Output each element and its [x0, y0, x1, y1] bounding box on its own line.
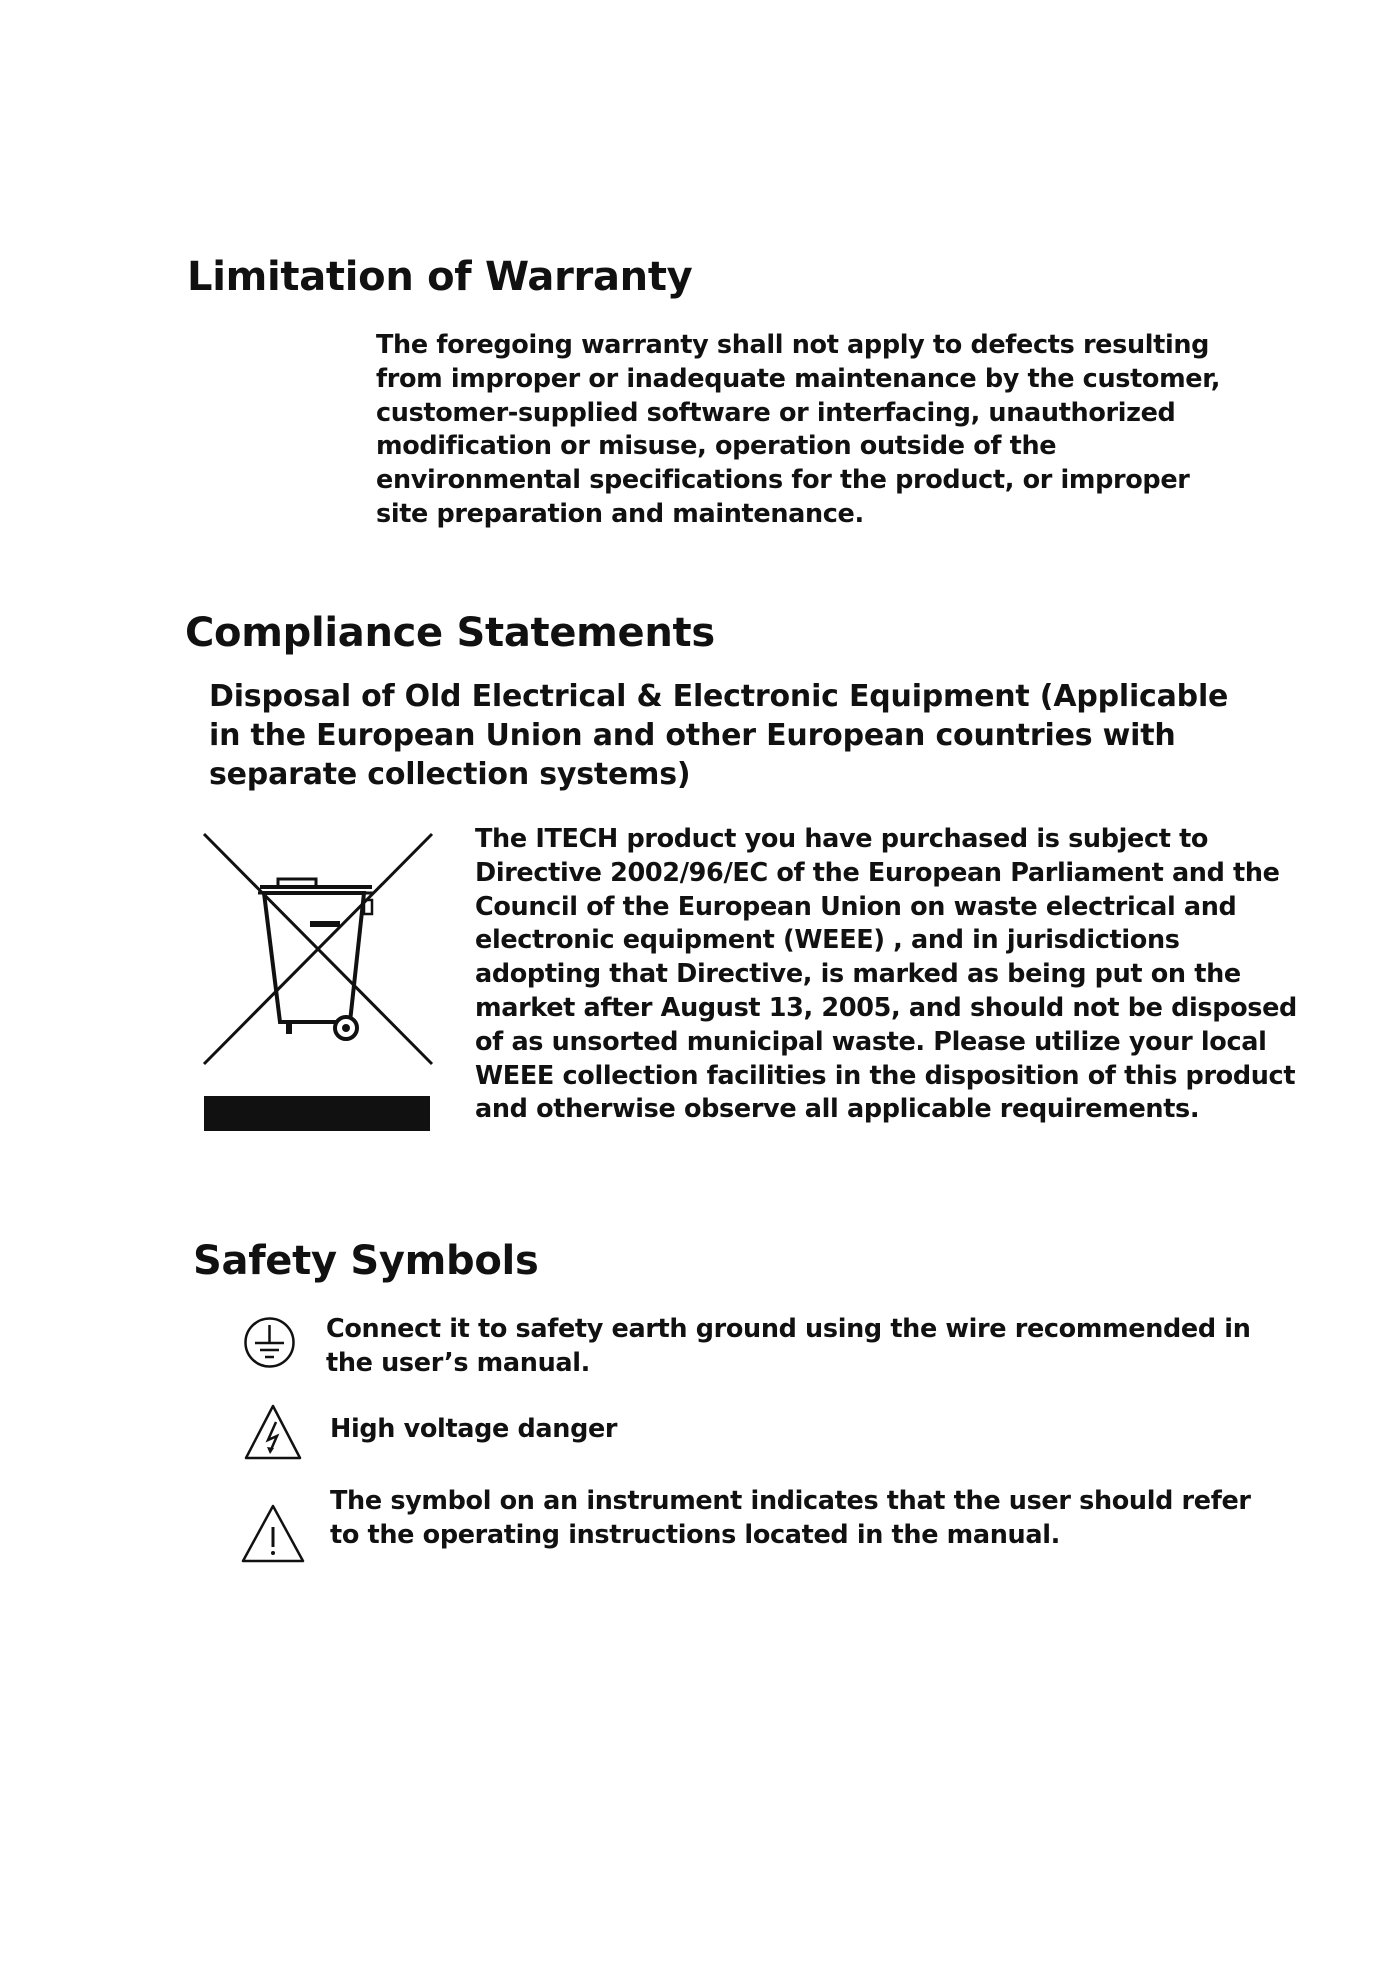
crossed-out-wheeled-bin-icon — [200, 830, 436, 1133]
weee-subheading: Disposal of Old Electrical & Electronic Equipment (Applicable in the European Union and other European countries with separate collection systems) — [209, 679, 1229, 792]
safety-item-high-voltage-text: High voltage danger — [330, 1414, 618, 1444]
safety-item-caution-text: The symbol on an instrument indicates that the user should refer to the operating instructions located in the manual. — [330, 1486, 1251, 1550]
safety-heading: Safety Symbols — [193, 1238, 539, 1284]
safety-item-earth-text: Connect it to safety earth ground using the wire recommended in the user’s manual. — [326, 1314, 1251, 1378]
warranty-heading: Limitation of Warranty — [187, 254, 693, 300]
high-voltage-warning-icon — [243, 1402, 303, 1462]
caution-warning-icon — [240, 1502, 306, 1565]
compliance-heading: Compliance Statements — [185, 610, 715, 656]
weee-directive-body: The ITECH product you have purchased is subject to Directive 2002/96/EC of the European Parliament and the Council of the European Union on waste electrical and electronic equipment (WEEE) , and in jurisdictions adopting that Directive, is marked as being put on the market after August 13, 2005, and should not be disposed of as unsorted municipal waste. Please utilize your local WEEE collection facilities in the disposition of this product and otherwise observe all applicable requirements. — [475, 824, 1297, 1125]
warranty-body: The foregoing warranty shall not apply to defects resulting from improper or inadequate maintenance by the customer, customer-supplied software or interfacing, unauthorized modification or misuse, operation outside of the environmental specifications for the product, or improper site preparation and maintenance. — [376, 330, 1221, 529]
protective-earth-ground-icon — [243, 1316, 296, 1369]
